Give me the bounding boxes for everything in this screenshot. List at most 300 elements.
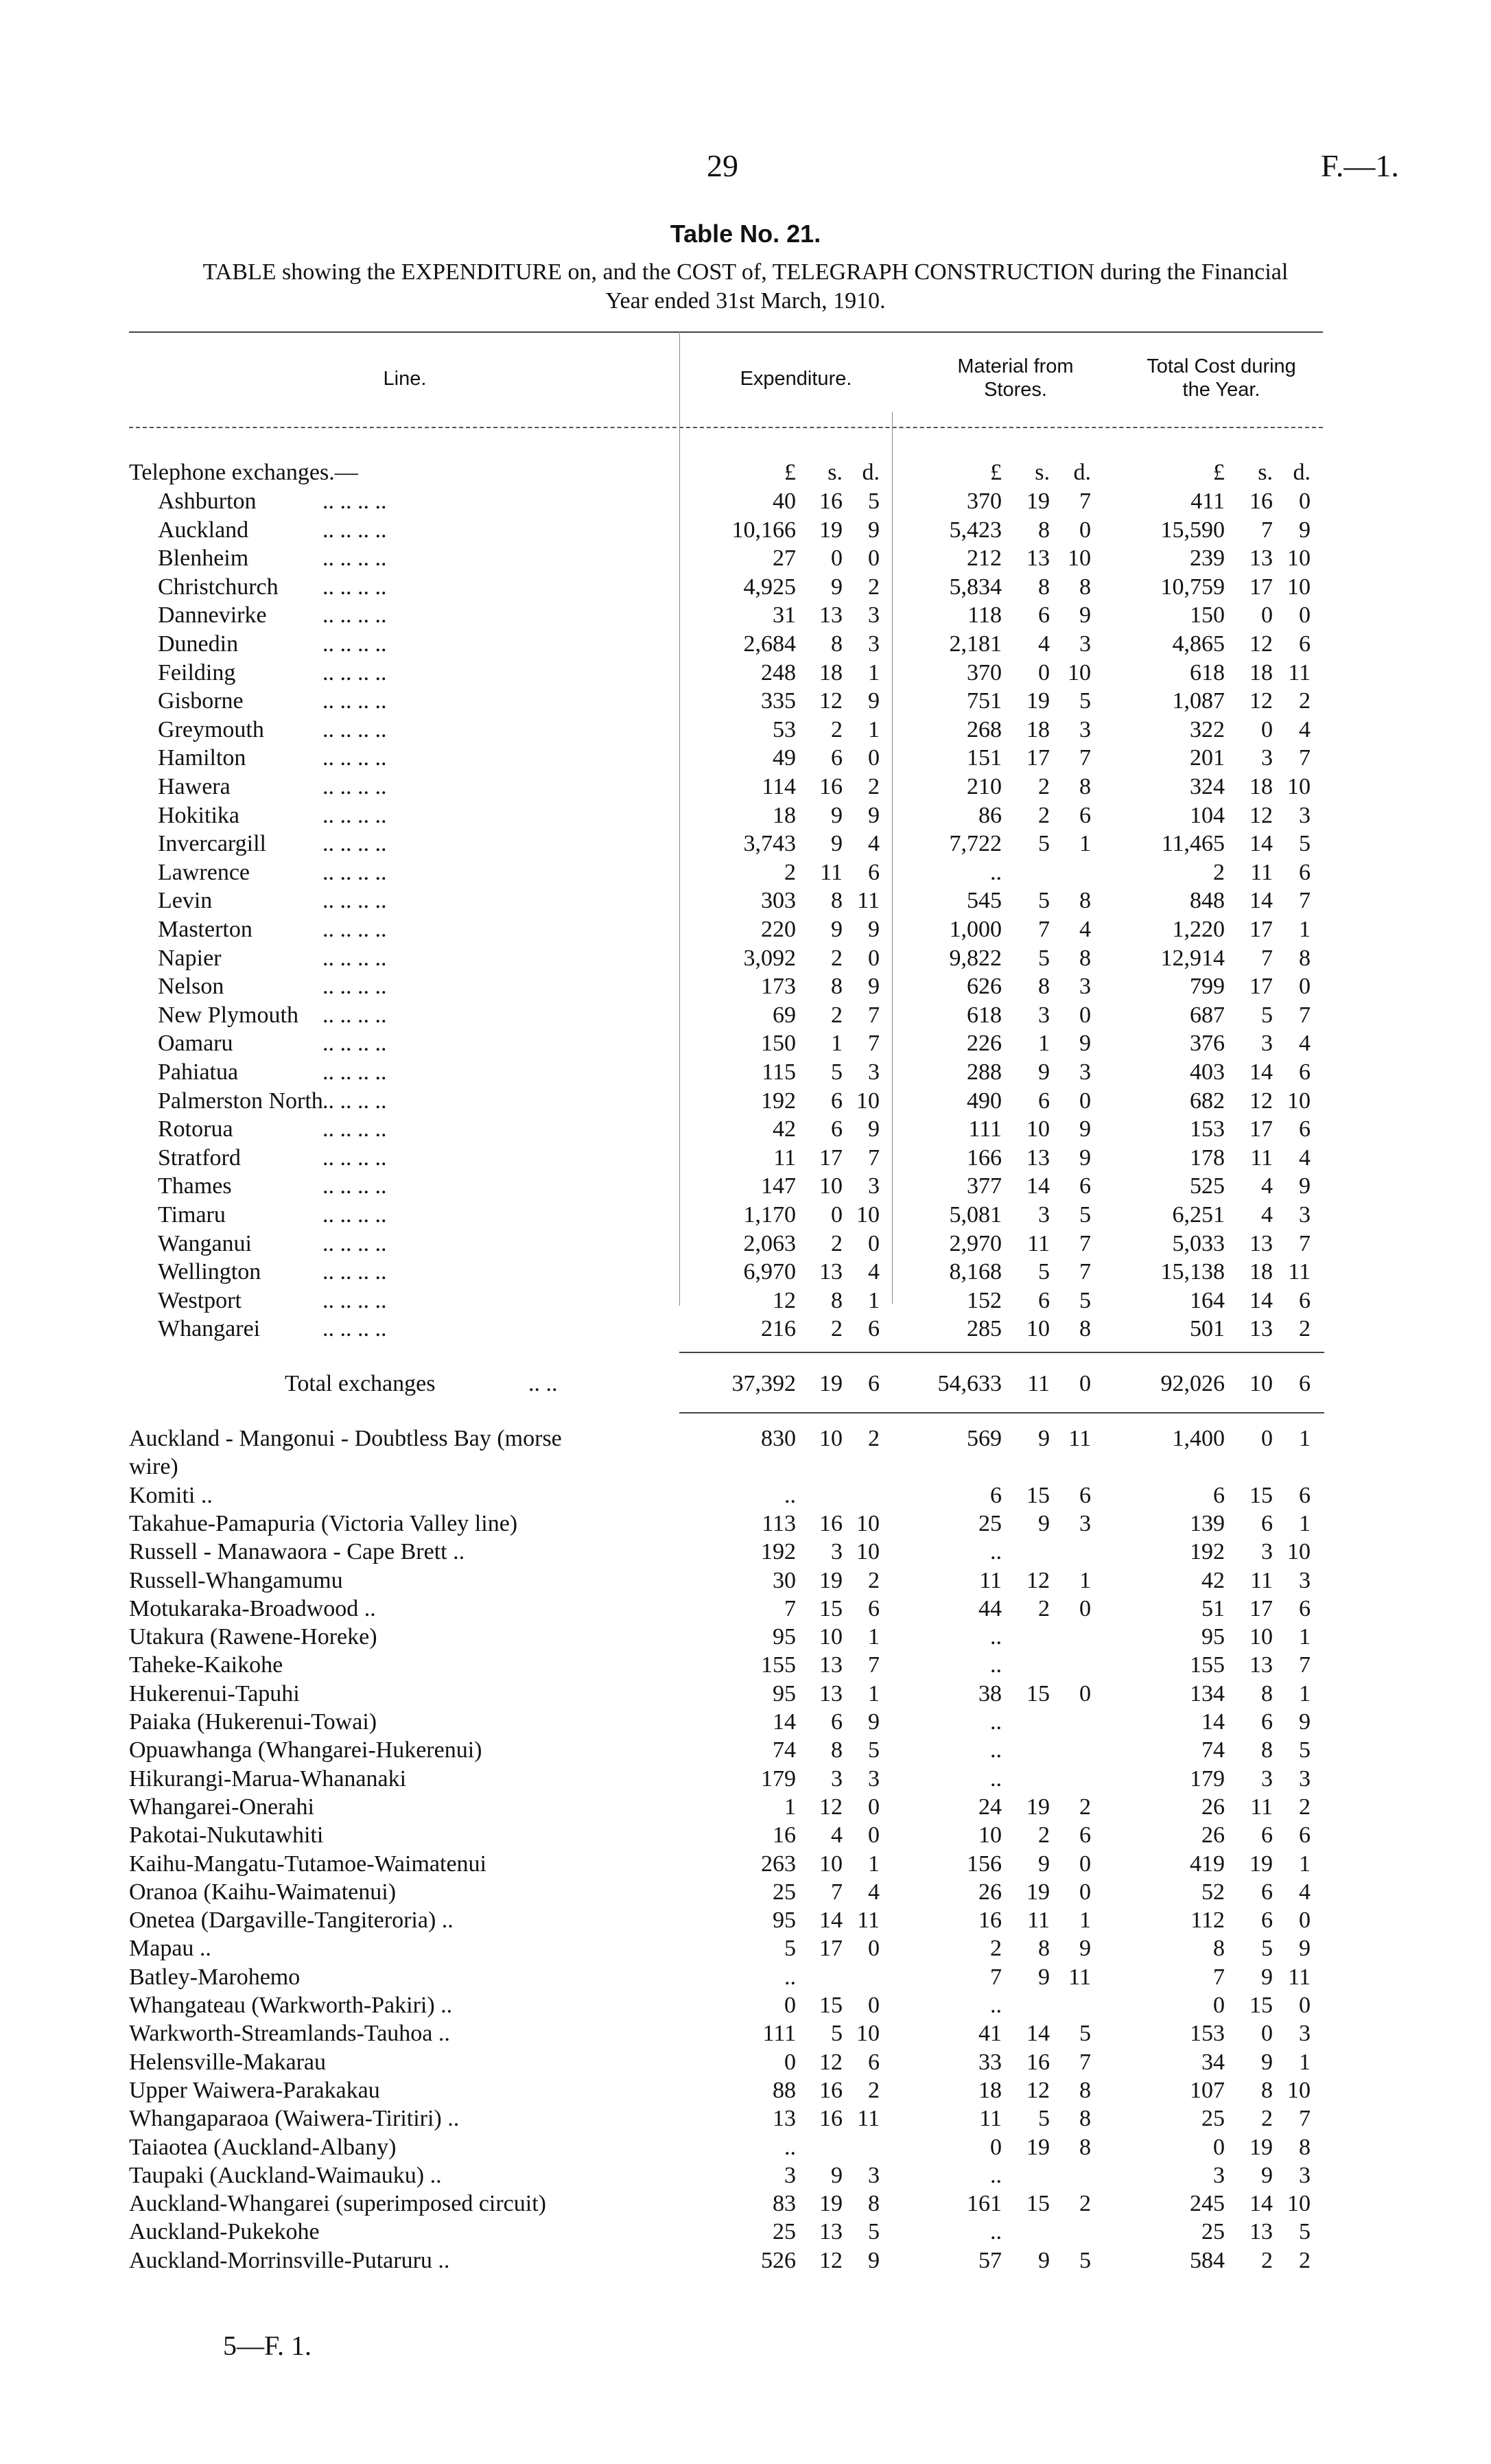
unit-pounds: £	[784, 460, 796, 485]
total-pounds: 501	[1190, 1316, 1225, 1342]
total-pence: 7	[1299, 1652, 1311, 1678]
material-shillings: 15	[1026, 1482, 1050, 1508]
total-pence: 2	[1299, 2247, 1311, 2273]
total-pounds: 42	[1201, 1567, 1225, 1593]
expenditure-pence: 9	[868, 917, 880, 942]
expenditure-shillings: 14	[819, 1908, 843, 1934]
material-shillings: 10	[1026, 1316, 1050, 1342]
material-pounds: 490	[967, 1088, 1002, 1114]
total-pounds: 1,087	[1172, 688, 1225, 714]
table-row	[0, 2161, 1491, 2190]
expenditure-pounds: 2,063	[743, 1230, 796, 1256]
material-pence: 6	[1079, 1173, 1091, 1199]
table-row	[0, 1315, 1491, 1344]
table-row	[0, 1287, 1491, 1315]
total-pence: 0	[1299, 489, 1311, 514]
expenditure-shillings: 4	[831, 1822, 843, 1849]
material-shillings: 14	[1026, 2021, 1050, 2047]
total-pence: 1	[1299, 917, 1311, 942]
exchange-name: Hawera	[158, 774, 231, 799]
expenditure-pounds: 25	[773, 2219, 796, 2245]
expenditure-shillings: 10	[819, 1426, 843, 1451]
total-shillings: 12	[1249, 688, 1273, 714]
expenditure-shillings: 9	[831, 802, 843, 828]
material-pounds: 152	[967, 1287, 1002, 1313]
material-pence: 8	[1079, 2106, 1091, 2132]
material-pounds: 370	[967, 659, 1002, 685]
expenditure-shillings: 12	[819, 2049, 843, 2075]
expenditure-shillings: 16	[819, 489, 843, 514]
line-name: Kaihu-Mangatu-Tutamoe-Waimatenui	[129, 1851, 486, 1877]
exchange-name: Christchurch	[158, 574, 279, 600]
expenditure-pence: 6	[868, 1595, 880, 1621]
leader-dots: .. .. .. ..	[322, 688, 387, 714]
material-pounds: 118	[967, 602, 1002, 629]
table-row	[0, 1058, 1491, 1087]
leader-dots: .. .. .. ..	[322, 1316, 387, 1342]
total-pounds: 25	[1201, 2106, 1225, 2132]
table-row	[0, 1708, 1491, 1737]
total-pence: 3	[1299, 1567, 1311, 1593]
expenditure-pounds: 27	[773, 545, 796, 572]
expenditure-pounds: 220	[761, 917, 796, 942]
material-shillings: 19	[1026, 1794, 1050, 1820]
table-row	[0, 1878, 1491, 1907]
total-pence: 10	[1287, 2191, 1311, 2217]
total-pence: 11	[1288, 1259, 1311, 1285]
total-pounds: 848	[1190, 888, 1225, 914]
total-pence: 4	[1299, 1031, 1311, 1057]
leader-dots: .. .. .. ..	[322, 545, 387, 572]
expenditure-pounds: 3,743	[743, 831, 796, 857]
unit-shillings: s.	[1035, 460, 1050, 485]
line-name: Utakura (Rawene-Horeke)	[129, 1624, 377, 1650]
total-shillings: 10	[1249, 1624, 1273, 1650]
total-pence: 4	[1299, 716, 1311, 742]
material-shillings: 11	[1027, 1230, 1050, 1256]
total-pounds: 155	[1190, 1652, 1225, 1678]
expenditure-shillings: 19	[819, 1567, 843, 1593]
total-pence: 1	[1299, 1624, 1311, 1650]
material-pounds: 268	[967, 716, 1002, 742]
total-pounds: 15,590	[1160, 517, 1225, 543]
material-pence: 9	[1079, 1936, 1091, 1962]
expenditure-pence: 2	[868, 1567, 880, 1593]
total-pence: 7	[1299, 2106, 1311, 2132]
expenditure-pence: 7	[868, 1652, 880, 1678]
line-name: Auckland - Mangonui - Doubtless Bay (morse	[129, 1426, 562, 1451]
total-shillings: 11	[1250, 1567, 1273, 1593]
table-row	[0, 630, 1491, 659]
total-pence: 2	[1299, 1316, 1311, 1342]
exchange-name: Rotorua	[158, 1116, 233, 1142]
expenditure-pence: 2	[868, 1426, 880, 1451]
expenditure-pounds: 173	[761, 974, 796, 1000]
material-pence: 6	[1079, 1822, 1091, 1849]
expenditure-pounds: 53	[773, 716, 796, 742]
line-name: Oranoa (Kaihu-Waimatenui)	[129, 1879, 397, 1905]
expenditure-pence: 6	[868, 1316, 880, 1342]
material-pence: 3	[1079, 1510, 1091, 1536]
material-shillings: 15	[1026, 2191, 1050, 2217]
exchange-name: Wellington	[158, 1259, 261, 1285]
material-pence: 9	[1079, 1116, 1091, 1142]
material-pence: 8	[1079, 2134, 1091, 2160]
unit-pence: d.	[1073, 460, 1091, 485]
line-name: Mapau ..	[129, 1936, 211, 1962]
table-row	[0, 1001, 1491, 1030]
table-row	[0, 601, 1491, 630]
expenditure-shillings: 7	[831, 1879, 843, 1905]
total-shillings: 15	[1249, 1482, 1273, 1508]
material-shillings: 5	[1038, 888, 1050, 914]
material-pence: 8	[1079, 574, 1091, 600]
expenditure-pounds: 40	[773, 489, 796, 514]
material-pence: 5	[1079, 2247, 1091, 2273]
expenditure-shillings: 10	[819, 1173, 843, 1199]
total-pence: 2	[1299, 688, 1311, 714]
total-pounds: 239	[1190, 545, 1225, 572]
expenditure-shillings: 18	[819, 659, 843, 685]
total-pence: 4	[1299, 1145, 1311, 1171]
total-pounds: 153	[1190, 2021, 1225, 2047]
total-shillings: 5	[1261, 1936, 1273, 1962]
table-row	[0, 1481, 1491, 1510]
line-name: Taupaki (Auckland-Waimauku) ..	[129, 2162, 442, 2188]
expenditure-pounds: 18	[773, 802, 796, 828]
header-line: Line.	[383, 368, 427, 390]
total-shillings: 3	[1261, 745, 1273, 771]
total-shillings: 8	[1261, 1737, 1273, 1763]
total-row	[0, 1370, 1491, 1398]
table-row	[0, 1934, 1491, 1963]
expenditure-pounds: 147	[761, 1173, 796, 1199]
material-pence: 1	[1079, 1908, 1091, 1934]
material-pounds: 626	[967, 974, 1002, 1000]
total-pounds: 95	[1201, 1624, 1225, 1650]
leader-dots: .. ..	[528, 1371, 558, 1396]
leader-dots: .. .. .. ..	[322, 631, 387, 657]
material-shillings: 9	[1038, 1964, 1050, 1990]
leader-dots: .. .. .. ..	[322, 517, 387, 543]
line-name: Russell-Whangamumu	[129, 1567, 343, 1593]
total-shillings: 9	[1261, 2162, 1273, 2188]
total-top-rule	[679, 1352, 1324, 1353]
line-name: Taheke-Kaikohe	[129, 1652, 283, 1678]
total-shillings: 9	[1261, 2049, 1273, 2075]
exchange-name: Wanganui	[158, 1230, 252, 1256]
table-row	[0, 1230, 1491, 1258]
expenditure-shillings: 0	[831, 1202, 843, 1228]
total-shillings: 6	[1261, 1879, 1273, 1905]
expenditure-pounds: 5	[784, 1936, 796, 1962]
line-name: Pakotai-Nukutawhiti	[129, 1822, 324, 1849]
total-pounds: 4,865	[1172, 631, 1225, 657]
expenditure-pounds: 2	[784, 859, 796, 885]
material-pence: 0	[1079, 1680, 1091, 1706]
expenditure-pence: 0	[868, 945, 880, 971]
material-pounds: ..	[990, 2162, 1002, 2188]
total-shillings: 6	[1261, 1510, 1273, 1536]
material-pence: 10	[1068, 659, 1091, 685]
expenditure-pence: 5	[868, 2219, 880, 2245]
expenditure-shillings: 2	[831, 945, 843, 971]
total-pounds: 0	[1213, 1993, 1225, 2018]
total-pounds: 34	[1201, 2049, 1225, 2075]
material-shillings: 12	[1026, 2077, 1050, 2103]
material-shillings: 9	[1038, 2247, 1050, 2273]
expenditure-shillings: 6	[831, 1116, 843, 1142]
expenditure-pounds: 150	[761, 1031, 796, 1057]
line-name: Motukaraka-Broadwood ..	[129, 1595, 376, 1621]
total-pounds: 419	[1190, 1851, 1225, 1877]
material-pounds: ..	[990, 1652, 1002, 1678]
expenditure-pounds: 192	[761, 1539, 796, 1565]
expenditure-pence: 0	[868, 1794, 880, 1820]
unit-shillings: s.	[1258, 460, 1273, 485]
total-shillings: 7	[1261, 517, 1273, 543]
total-pence: 8	[1299, 2134, 1311, 2160]
material-pence: 9	[1079, 1145, 1091, 1171]
total-pounds: 104	[1190, 802, 1225, 828]
total-pounds: 14	[1201, 1709, 1225, 1735]
expenditure-pence: 3	[868, 2162, 880, 2188]
total-pence: 3	[1299, 2162, 1311, 2188]
total-cost-shillings: 10	[1249, 1371, 1273, 1396]
total-expenditure-pence: 6	[868, 1371, 880, 1396]
expenditure-pounds: 2,684	[743, 631, 796, 657]
material-pence: 5	[1079, 1202, 1091, 1228]
total-shillings: 18	[1249, 1259, 1273, 1285]
total-shillings: 0	[1261, 1426, 1273, 1451]
total-shillings: 8	[1261, 2077, 1273, 2103]
total-pence: 6	[1299, 1822, 1311, 1849]
expenditure-shillings: 6	[831, 745, 843, 771]
expenditure-pounds: 0	[784, 1993, 796, 2018]
material-pounds: 285	[967, 1316, 1002, 1342]
expenditure-shillings: 1	[831, 1031, 843, 1057]
total-expenditure-pounds: 37,392	[731, 1371, 796, 1396]
table-row	[0, 1821, 1491, 1850]
leader-dots: .. .. .. ..	[322, 1031, 387, 1057]
table-row	[0, 1991, 1491, 2020]
table-title: Table No. 21.	[670, 220, 821, 248]
expenditure-pounds: 179	[761, 1765, 796, 1792]
total-pence: 0	[1299, 602, 1311, 629]
expenditure-pounds: 1	[784, 1794, 796, 1820]
expenditure-pence: 3	[868, 1059, 880, 1085]
page-number: 29	[707, 148, 738, 183]
expenditure-pence: 1	[868, 1287, 880, 1313]
total-shillings: 11	[1250, 1145, 1273, 1171]
expenditure-pounds: 16	[773, 1822, 796, 1849]
total-pence: 6	[1299, 859, 1311, 885]
total-shillings: 13	[1249, 1230, 1273, 1256]
material-pounds: ..	[990, 2219, 1002, 2245]
material-pounds: 11	[979, 2106, 1002, 2132]
material-pounds: 6	[990, 1482, 1002, 1508]
expenditure-pence: 5	[868, 489, 880, 514]
total-pence: 10	[1287, 1088, 1311, 1114]
expenditure-pence: 11	[857, 1908, 880, 1934]
material-pounds: 569	[967, 1426, 1002, 1451]
material-pence: 1	[1079, 1567, 1091, 1593]
material-pence: 0	[1079, 1879, 1091, 1905]
material-pence: 3	[1079, 631, 1091, 657]
expenditure-pence: 0	[868, 545, 880, 572]
material-pence: 7	[1079, 745, 1091, 771]
header-material-line1: Material from	[957, 355, 1074, 377]
total-pence: 5	[1299, 2219, 1311, 2245]
total-shillings: 12	[1249, 1088, 1273, 1114]
line-name: wire)	[129, 1454, 178, 1480]
expenditure-pounds: 12	[773, 1287, 796, 1313]
material-pounds: ..	[990, 859, 1002, 885]
expenditure-pounds: 0	[784, 2049, 796, 2075]
material-shillings: 18	[1026, 716, 1050, 742]
material-pounds: 33	[978, 2049, 1002, 2075]
table-row	[0, 2076, 1491, 2105]
total-shillings: 6	[1261, 1908, 1273, 1934]
table-caption-line-2: Year ended 31st March, 1910.	[605, 288, 886, 314]
table-row	[0, 1258, 1491, 1287]
material-shillings: 4	[1038, 631, 1050, 657]
material-pounds: 7	[990, 1964, 1002, 1990]
material-pence: 3	[1079, 1059, 1091, 1085]
table-row	[0, 2104, 1491, 2133]
expenditure-shillings: 13	[819, 2219, 843, 2245]
leader-dots: .. .. .. ..	[322, 716, 387, 742]
total-pounds: 15,138	[1160, 1259, 1225, 1285]
table-row	[0, 2190, 1491, 2218]
expenditure-pence: 5	[868, 1737, 880, 1763]
material-pounds: 618	[967, 1002, 1002, 1028]
expenditure-shillings: 13	[819, 602, 843, 629]
material-shillings: 17	[1026, 745, 1050, 771]
total-pounds: 687	[1190, 1002, 1225, 1028]
expenditure-shillings: 19	[819, 2191, 843, 2217]
total-shillings: 14	[1249, 888, 1273, 914]
table-row	[0, 1963, 1491, 1992]
material-pounds: 24	[978, 1794, 1002, 1820]
material-shillings: 2	[1038, 802, 1050, 828]
expenditure-shillings: 3	[831, 1539, 843, 1565]
expenditure-pence: 4	[868, 1879, 880, 1905]
total-pounds: 322	[1190, 716, 1225, 742]
total-pence: 1	[1299, 1680, 1311, 1706]
expenditure-pence: 11	[857, 888, 880, 914]
total-pounds: 52	[1201, 1879, 1225, 1905]
total-label: Total exchanges	[285, 1371, 436, 1396]
material-pounds: 86	[978, 802, 1002, 828]
total-pounds: 150	[1190, 602, 1225, 629]
expenditure-pounds: 114	[762, 774, 796, 799]
line-name: Onetea (Dargaville-Tangiteroria) ..	[129, 1908, 454, 1934]
leader-dots: .. .. .. ..	[322, 917, 387, 942]
total-pence: 7	[1299, 888, 1311, 914]
total-cost-pence: 6	[1299, 1371, 1311, 1396]
total-pence: 7	[1299, 1002, 1311, 1028]
line-name: Whangateau (Warkworth-Pakiri) ..	[129, 1993, 453, 2018]
total-pounds: 201	[1190, 745, 1225, 771]
table-row	[0, 2246, 1491, 2275]
expenditure-pounds: ..	[784, 1482, 796, 1508]
total-pence: 11	[1288, 659, 1311, 685]
expenditure-shillings: 19	[819, 517, 843, 543]
table-row	[0, 1538, 1491, 1567]
table-row	[0, 2133, 1491, 2162]
exchange-name: Invercargill	[158, 831, 266, 857]
material-shillings: 9	[1038, 1059, 1050, 1085]
total-pounds: 682	[1190, 1088, 1225, 1114]
total-shillings: 9	[1261, 1964, 1273, 1990]
material-pence: 8	[1079, 774, 1091, 799]
material-shillings: 19	[1026, 2134, 1050, 2160]
expenditure-pence: 2	[868, 2077, 880, 2103]
material-pounds: 0	[990, 2134, 1002, 2160]
total-pence: 8	[1299, 945, 1311, 971]
expenditure-pounds: 113	[762, 1510, 796, 1536]
total-shillings: 18	[1249, 659, 1273, 685]
material-pence: 0	[1079, 517, 1091, 543]
expenditure-pounds: 42	[773, 1116, 796, 1142]
material-pence: 0	[1079, 1088, 1091, 1114]
expenditure-pence: 0	[868, 1936, 880, 1962]
total-shillings: 14	[1249, 1059, 1273, 1085]
material-shillings: 5	[1038, 1259, 1050, 1285]
material-pounds: ..	[990, 1624, 1002, 1650]
total-shillings: 13	[1249, 1316, 1273, 1342]
table-row	[0, 858, 1491, 887]
expenditure-pounds: 526	[761, 2247, 796, 2273]
expenditure-shillings: 2	[831, 716, 843, 742]
total-pounds: 584	[1190, 2247, 1225, 2273]
total-shillings: 5	[1261, 1002, 1273, 1028]
total-shillings: 2	[1261, 2247, 1273, 2273]
expenditure-pence: 6	[868, 2049, 880, 2075]
total-pounds: 26	[1201, 1822, 1225, 1849]
exchange-name: Dannevirke	[158, 602, 267, 629]
table-row	[0, 830, 1491, 858]
total-bottom-rule	[679, 1412, 1324, 1413]
total-pence: 1	[1299, 1426, 1311, 1451]
material-shillings: 6	[1038, 1287, 1050, 1313]
total-pence: 7	[1299, 1230, 1311, 1256]
material-shillings: 3	[1038, 1202, 1050, 1228]
header-bottom-rule	[129, 427, 1323, 428]
material-pounds: 166	[967, 1145, 1002, 1171]
table-row	[0, 915, 1491, 944]
expenditure-shillings: 3	[831, 1765, 843, 1792]
total-material-pence: 0	[1079, 1371, 1091, 1396]
material-pence: 5	[1079, 688, 1091, 714]
expenditure-pence: 2	[868, 774, 880, 799]
material-shillings: 11	[1027, 1908, 1050, 1934]
total-pounds: 8	[1213, 1936, 1225, 1962]
material-pence: 1	[1079, 831, 1091, 857]
leader-dots: .. .. .. ..	[322, 1287, 387, 1313]
material-pence: 10	[1068, 545, 1091, 572]
line-name: Paiaka (Hukerenui-Towai)	[129, 1709, 377, 1735]
total-material-shillings: 11	[1027, 1371, 1050, 1396]
expenditure-shillings: 9	[831, 917, 843, 942]
header-total-line2: the Year.	[1182, 379, 1260, 401]
leader-dots: .. .. .. ..	[322, 602, 387, 629]
unit-pence: d.	[862, 460, 880, 485]
line-name: Komiti ..	[129, 1482, 213, 1508]
exchange-name: Thames	[158, 1173, 232, 1199]
material-pounds: 212	[967, 545, 1002, 572]
